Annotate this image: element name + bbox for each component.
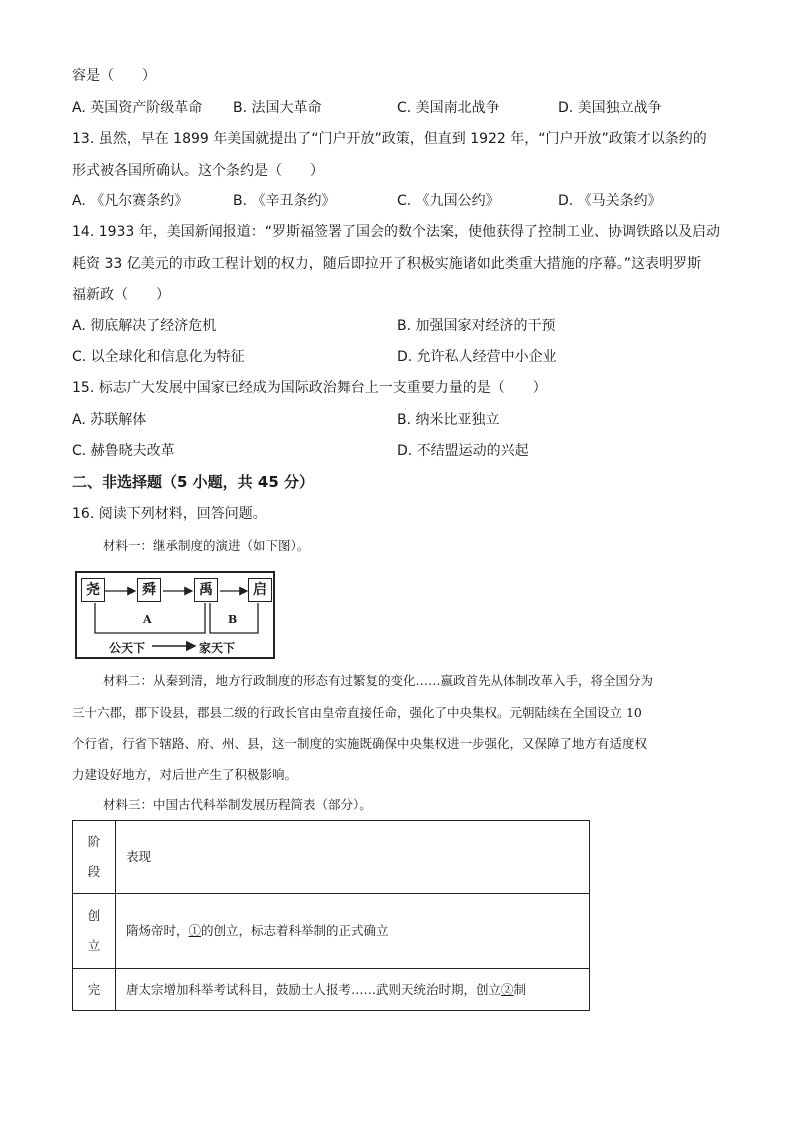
q14-stem-line3: 福新政（ ） — [72, 287, 170, 303]
row2-stage-char1: 完 — [87, 981, 101, 997]
material3-title: 材料三：中国古代科举制发展历程简表（部分）。 — [103, 797, 372, 812]
q12-option-c: C. 美国南北战争 — [397, 100, 500, 116]
q14-stem-line1: 14. 1933 年，美国新闻报道：“罗斯福签署了国会的数个法案，使他获得了控制工业、协调铁路以及启动 — [72, 224, 721, 240]
row1-stage-char2: 立 — [87, 938, 101, 953]
table-row — [73, 969, 590, 1011]
diagram-box-shun: 舜 — [137, 578, 161, 602]
row2-desc-cell — [116, 969, 590, 1011]
diagram-label-b: B — [228, 613, 238, 626]
q13-option-c: C. 《九国公约》 — [397, 193, 500, 209]
q15-option-b: B. 纳米比亚独立 — [397, 412, 500, 428]
q13-stem-line1: 13. 虽然，早在 1899 年美国就提出了“门户开放”政策，但直到 1922 年，“门户开放”政策才以条约的 — [72, 131, 707, 147]
row1-desc-cell — [116, 894, 590, 969]
material2-line4: 力建设好地方，对后世产生了积极影响。 — [72, 767, 298, 782]
q13-option-b: B. 《辛丑条约》 — [233, 193, 336, 209]
section-heading: 二、非选择题（5 小题，共 45 分） — [72, 473, 314, 491]
row1-blank-number: ① — [188, 923, 202, 938]
header-desc: 表现 — [126, 849, 152, 864]
table-row — [73, 894, 590, 969]
q14-stem-line2: 耗资 33 亿美元的市政工程计划的权力，随后即拉开了积极实施诸如此类重大措施的序幕。”这表明罗斯 — [72, 256, 701, 272]
header-stage-char1: 阶 — [87, 834, 101, 849]
q12-stem-tail: 容是（ ） — [72, 68, 156, 84]
q14-option-a: A. 彻底解决了经济危机 — [72, 318, 217, 334]
row2-blank-number: ② — [501, 981, 514, 997]
row2-desc-pre: 唐太宗增加科举考试科目，鼓励士人报考……武则天统治时期，创立 — [126, 981, 502, 997]
diagram-bottom-left: 公天下 — [109, 641, 146, 655]
material1-title: 材料一：继承制度的演进（如下图）。 — [103, 538, 310, 553]
q12-option-a: A. 英国资产阶级革命 — [72, 100, 203, 116]
q13-option-a: A. 《凡尔赛条约》 — [72, 193, 189, 209]
header-desc-cell — [116, 821, 590, 894]
header-stage-char2: 段 — [87, 864, 101, 879]
material2-line2: 三十六郡，郡下设县，郡县二级的行政长官由皇帝直接任命，强化了中央集权。元朝陆续在全国设立 10 — [72, 705, 642, 720]
row1-stage-char1: 创 — [87, 908, 101, 923]
q16-intro: 16. 阅读下列材料，回答问题。 — [72, 506, 267, 522]
diagram-arrows — [75, 571, 275, 667]
diagram-box-yu: 禹 — [194, 578, 218, 602]
row2-desc-post: 制 — [513, 981, 527, 997]
q12-option-b: B. 法国大革命 — [233, 100, 322, 116]
material2-line3: 个行省，行省下辖路、府、州、县，这一制度的实施既确保中央集权进一步强化，又保障了地方有适度权 — [72, 736, 648, 751]
diagram-bottom-right: 家天下 — [199, 641, 236, 655]
q14-option-d: D. 允许私人经营中小企业 — [397, 349, 557, 365]
q15-stem-line1: 15. 标志广大发展中国家已经成为国际政治舞台上一支重要力量的是（ ） — [72, 380, 547, 396]
material2-line1: 材料二：从秦到清，地方行政制度的形态有过繁复的变化……嬴政首先从体制改革入手，将全国分为 — [103, 673, 654, 688]
q15-option-a: A. 苏联解体 — [72, 412, 147, 428]
diagram-box-yao: 尧 — [81, 578, 105, 602]
q12-option-d: D. 美国独立战争 — [558, 100, 662, 116]
q13-stem-line2: 形式被各国所确认。这个条约是（ ） — [72, 163, 324, 179]
q15-option-d: D. 不结盟运动的兴起 — [397, 443, 529, 459]
q14-option-b: B. 加强国家对经济的干预 — [397, 318, 556, 334]
q14-option-c: C. 以全球化和信息化为特征 — [72, 349, 245, 365]
table-row — [73, 821, 590, 894]
diagram-label-a: A — [143, 613, 152, 626]
keju-table — [72, 820, 590, 1011]
row1-desc-post: 的创立，标志着科举制的正式确立 — [201, 923, 389, 938]
succession-diagram — [75, 571, 275, 667]
row1-stage-cell — [73, 894, 116, 969]
diagram-box-qi: 启 — [248, 578, 272, 602]
row1-desc-pre: 隋炀帝时， — [126, 923, 189, 938]
header-stage-cell — [73, 821, 116, 894]
q15-option-c: C. 赫鲁晓夫改革 — [72, 443, 175, 459]
q13-option-d: D. 《马关条约》 — [558, 193, 662, 209]
row2-stage-cell — [73, 969, 116, 1011]
